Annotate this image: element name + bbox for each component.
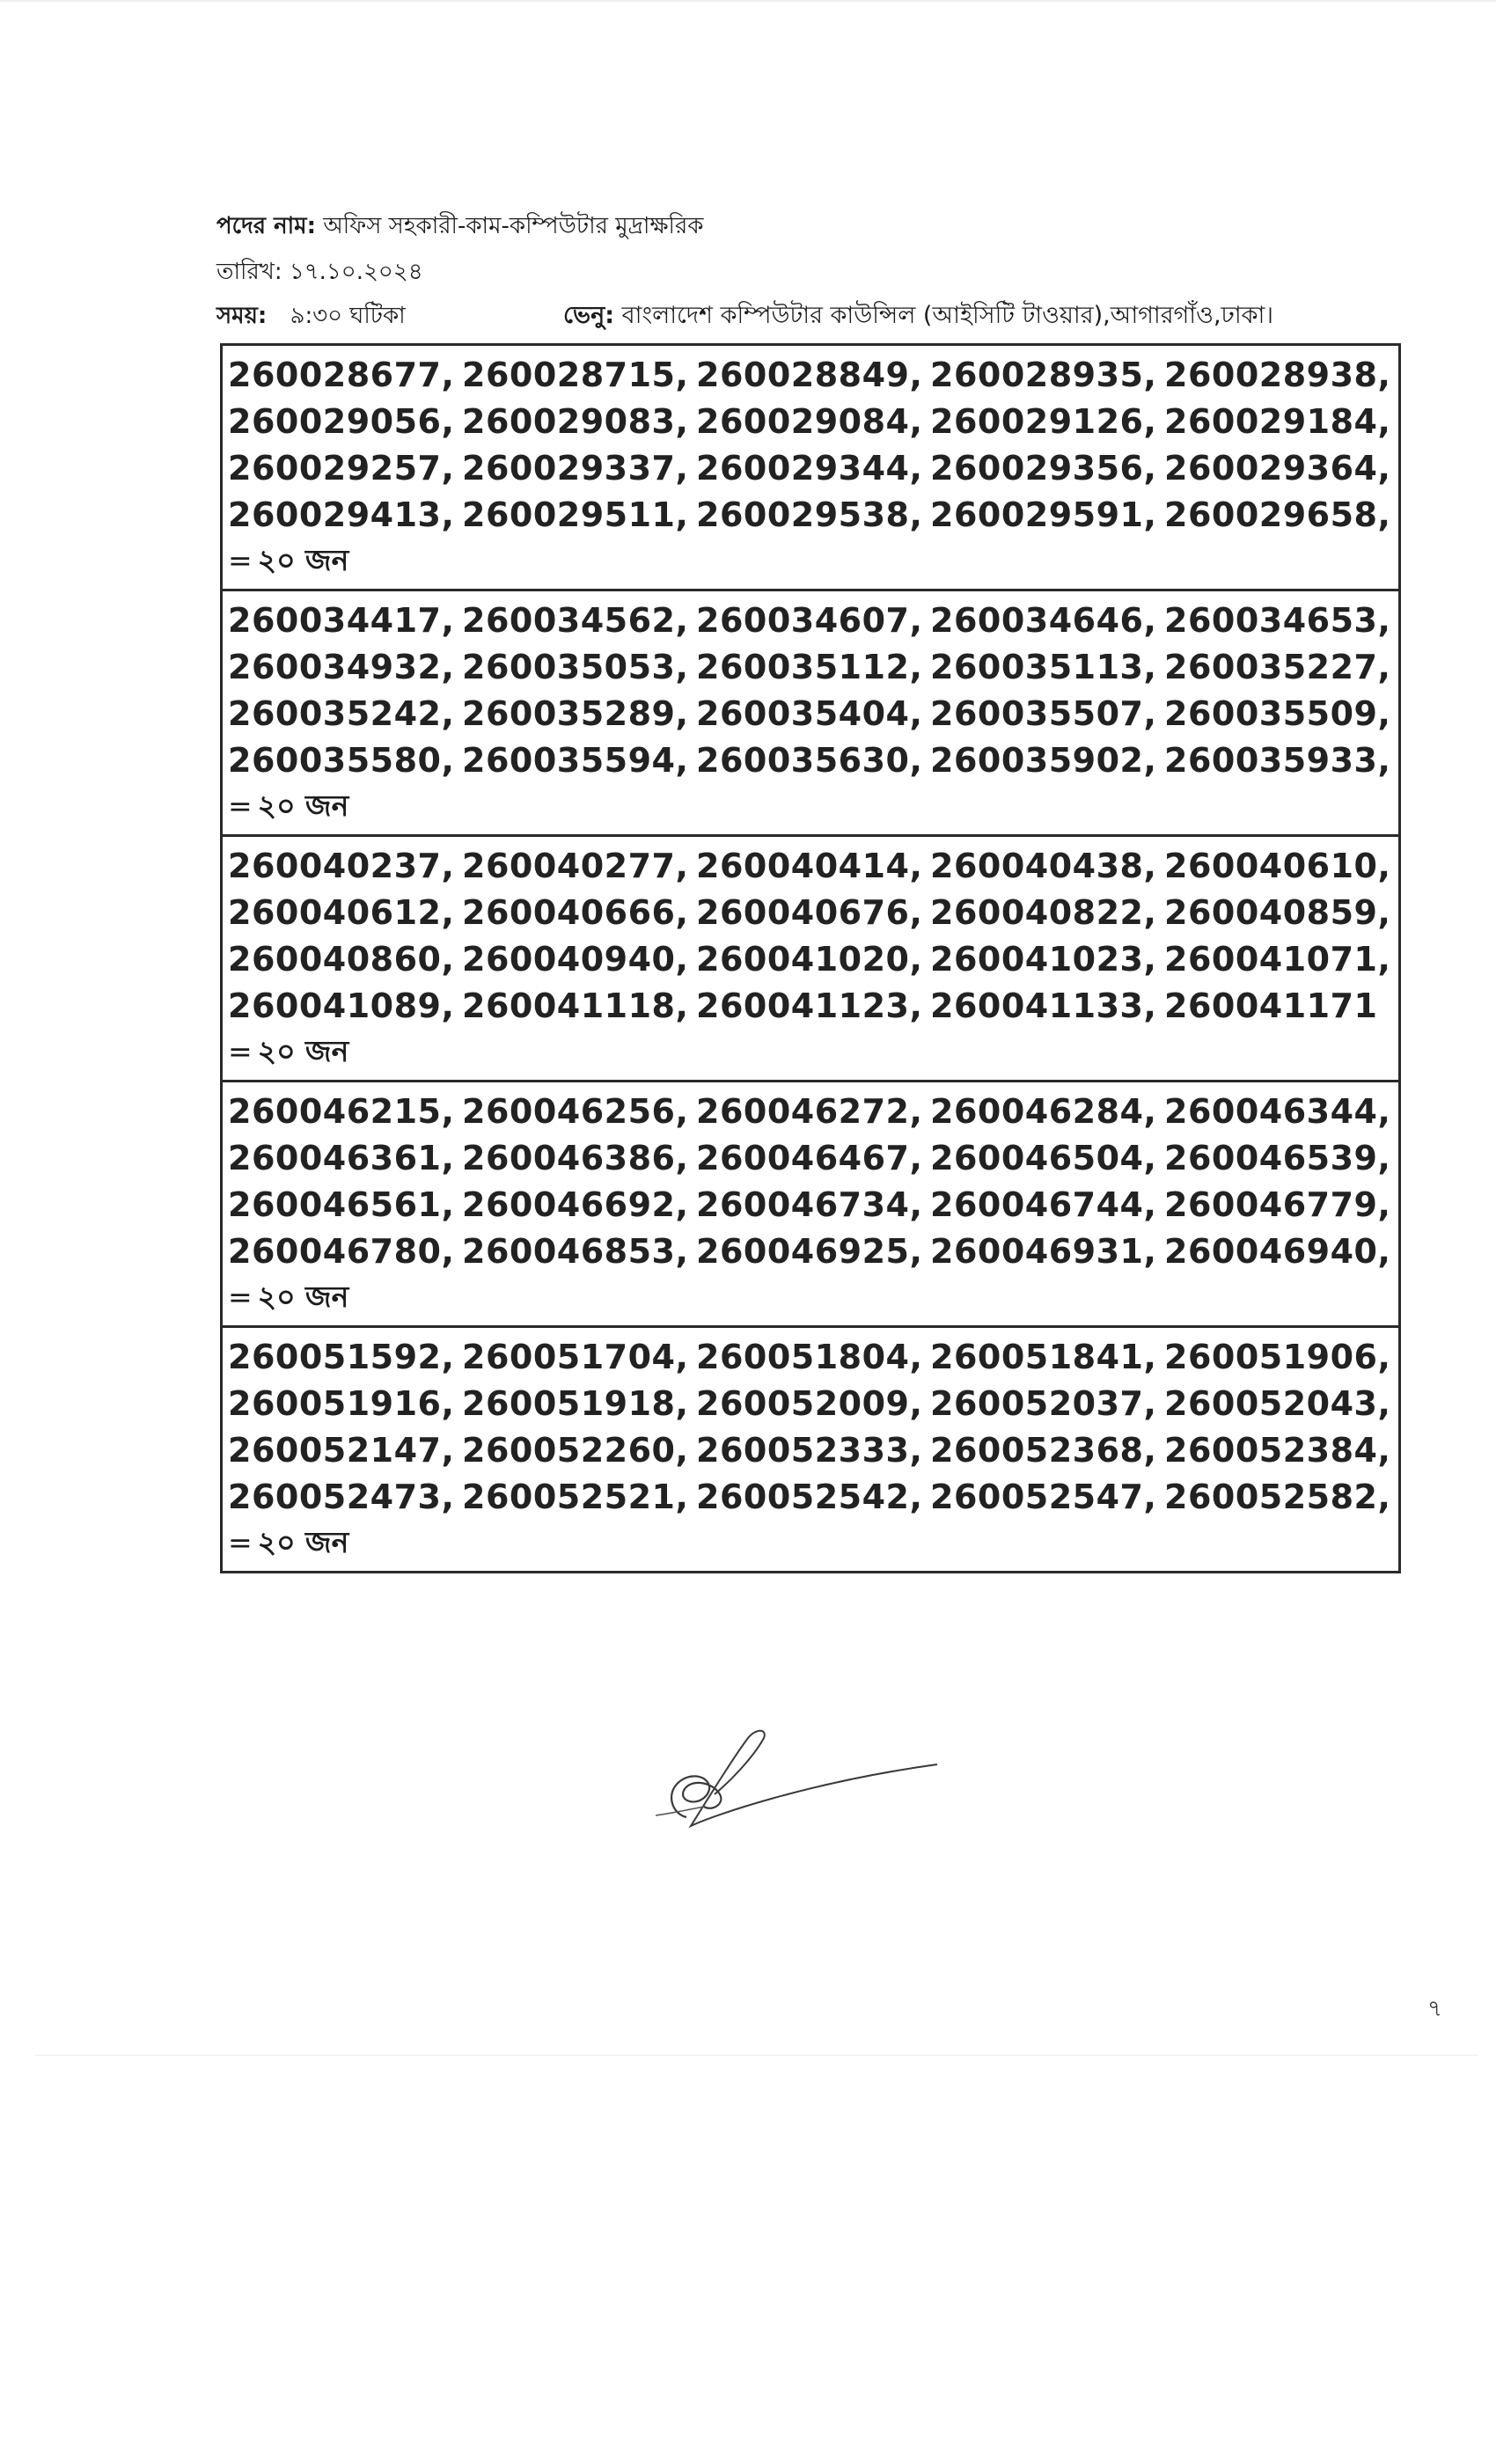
roll-number: 260028677, [228,355,455,394]
roll-number: 260046272, [696,1091,923,1131]
roll-number: 260028938, [1164,355,1391,394]
roll-number: 260035509, [1164,693,1391,733]
group-count [228,538,1398,583]
roll-number: 260046853, [462,1231,689,1271]
roll-number-row [228,690,1398,737]
group-count-value: ২০ জন [257,1034,349,1068]
roll-number: 260035289, [462,693,689,733]
exam-date-value: ১৭.১০.২০২৪ [289,259,423,285]
roll-number: 260034607, [696,600,923,640]
group-count-value: ২০ জন [257,788,349,823]
roll-number: 260029658, [1164,495,1391,534]
roll-number-row [228,1473,1398,1520]
roll-number: 260029257, [228,448,455,488]
roll-number: 260046284, [930,1091,1157,1131]
roll-number-row [228,643,1398,690]
roll-number-row [228,1380,1398,1426]
roll-number-row [228,351,1398,398]
roll-number: 260034646, [930,600,1157,640]
exam-time-value: ৯:৩০ ঘটিকা [290,303,406,329]
roll-number: 260040610, [1164,846,1391,885]
roll-number: 260041023, [930,939,1157,979]
roll-number: 260051906, [1164,1337,1391,1376]
roll-number: 260035902, [930,740,1157,780]
roll-number: 260052037, [930,1383,1157,1423]
roll-number: 260029356, [930,448,1157,488]
roll-group [223,837,1398,1080]
roll-number: 260046692, [462,1184,689,1224]
roll-group-cell [222,345,1400,590]
roll-group-row [222,1327,1400,1573]
roll-number: 260051704, [462,1337,689,1376]
page-fold-line [35,2055,1478,2056]
roll-number-table-body [222,345,1400,1573]
roll-number: 260028849, [696,355,923,394]
roll-number: 260052473, [228,1477,455,1516]
roll-number: 260052542, [696,1477,923,1516]
roll-group [223,1082,1398,1325]
page-number: ৭ [1427,1996,1442,2022]
roll-number: 260052547, [930,1477,1157,1516]
roll-number: 260035507, [930,693,1157,733]
roll-number: 260035580, [228,740,455,780]
roll-number: 260035594, [462,740,689,780]
roll-group-cell [222,1082,1400,1327]
roll-number: 260040676, [696,892,923,932]
roll-number: 260051804, [696,1337,923,1376]
roll-number: 260034562, [462,600,689,640]
roll-group-row [222,590,1400,836]
roll-number: 260040612, [228,892,455,932]
roll-number: 260051918, [462,1383,689,1423]
roll-number: 260046467, [696,1138,923,1177]
roll-number: 260029056, [228,401,455,441]
signature-icon [651,1703,950,1844]
roll-number: 260040859, [1164,892,1391,932]
roll-number: 260041071, [1164,939,1391,979]
group-count-equals: = [228,788,253,823]
roll-number-row [228,1426,1398,1473]
roll-number-row [228,491,1398,538]
roll-number: 260028935, [930,355,1157,394]
roll-number: 260035113, [930,647,1157,686]
roll-group-cell [222,1327,1400,1573]
roll-number: 260051916, [228,1383,455,1423]
roll-number: 260029364, [1164,448,1391,488]
exam-venue-value: বাংলাদেশ কম্পিউটার কাউন্সিল (আইসিটি টাওয়ার),আগারগাঁও,ঢাকা। [621,302,1274,329]
group-count-equals: = [228,1525,253,1559]
roll-number: 260035242, [228,693,455,733]
roll-number: 260035227, [1164,647,1391,686]
roll-number: 260029344, [696,448,923,488]
post-name-value: অফিস সহকারী-কাম-কম্পিউটার মুদ্রাক্ষরিক [323,213,704,239]
page-top-edge [0,0,1496,2]
roll-number: 260029084, [696,401,923,441]
roll-number: 260040414, [696,846,923,885]
roll-number: 260034932, [228,647,455,686]
roll-number: 260052009, [696,1383,923,1423]
roll-number: 260034417, [228,600,455,640]
post-name-label: পদের নাম: [216,213,317,239]
group-count [228,1029,1398,1074]
roll-number: 260029511, [462,495,689,534]
roll-number: 260040822, [930,892,1157,932]
roll-number: 260029591, [930,495,1157,534]
roll-number: 260029413, [228,495,455,534]
roll-number: 260046344, [1164,1091,1391,1131]
roll-group [223,591,1398,834]
roll-number-row [228,1228,1398,1274]
post-name-line [216,208,703,246]
roll-number: 260041171 [1164,986,1378,1025]
roll-number: 260041133, [930,986,1157,1025]
roll-number: 260046539, [1164,1138,1391,1177]
roll-number: 260046744, [930,1184,1157,1224]
roll-number: 260029126, [930,401,1157,441]
roll-number: 260046931, [930,1231,1157,1271]
roll-number: 260052333, [696,1430,923,1470]
roll-number-row [228,1333,1398,1380]
exam-venue-line [563,297,1273,337]
group-count-equals: = [228,543,253,577]
group-count-value: ২০ জন [257,1280,349,1314]
roll-number-row [228,597,1398,643]
roll-number: 260035112, [696,647,923,686]
group-count-value: ২০ জন [257,543,349,577]
roll-number: 260041118, [462,986,689,1025]
roll-group [223,346,1398,589]
exam-venue-label: ভেনু: [563,302,614,329]
roll-number: 260046779, [1164,1184,1391,1224]
roll-number: 260041020, [696,939,923,979]
roll-number: 260029083, [462,401,689,441]
roll-number: 260052043, [1164,1383,1391,1423]
roll-number-row [228,935,1398,982]
roll-number: 260052260, [462,1430,689,1470]
roll-number: 260052384, [1164,1430,1391,1470]
roll-number: 260041123, [696,986,923,1025]
roll-number: 260046780, [228,1231,455,1271]
roll-number: 260035630, [696,740,923,780]
group-count-value: ২০ জন [257,1525,349,1559]
exam-time-line [216,297,406,336]
roll-number: 260028715, [462,355,689,394]
roll-group-row [222,1082,1400,1327]
roll-number: 260029184, [1164,401,1391,441]
roll-number-row [228,1134,1398,1181]
roll-number: 260046256, [462,1091,689,1131]
roll-number: 260040666, [462,892,689,932]
roll-group-row [222,836,1400,1082]
roll-number-row [228,737,1398,783]
roll-number: 260046504, [930,1138,1157,1177]
roll-number: 260041089, [228,986,455,1025]
roll-number: 260051841, [930,1337,1157,1376]
roll-number-row [228,1088,1398,1134]
roll-number: 260040438, [930,846,1157,885]
roll-number: 260046734, [696,1184,923,1224]
group-count-equals: = [228,1280,253,1314]
roll-number: 260040940, [462,939,689,979]
roll-number-row [228,889,1398,935]
roll-number: 260040237, [228,846,455,885]
group-count-equals: = [228,1034,253,1068]
roll-group-row [222,345,1400,590]
roll-number: 260052147, [228,1430,455,1470]
exam-date-label: তারিখ: [216,259,282,285]
roll-number: 260046386, [462,1138,689,1177]
roll-number-row [228,444,1398,491]
roll-number: 260046215, [228,1091,455,1131]
group-count [228,1520,1398,1566]
group-count [228,783,1398,829]
roll-number: 260052368, [930,1430,1157,1470]
roll-number: 260029538, [696,495,923,534]
exam-date-line [216,253,423,292]
roll-number-row [228,842,1398,889]
exam-time-label: সময়: [216,303,268,329]
roll-number: 260046561, [228,1184,455,1224]
group-count [228,1274,1398,1320]
roll-group-cell [222,836,1400,1082]
roll-number: 260052521, [462,1477,689,1516]
roll-number-row [228,398,1398,444]
roll-number: 260034653, [1164,600,1391,640]
roll-number: 260035404, [696,693,923,733]
roll-number: 260040860, [228,939,455,979]
roll-number: 260052582, [1164,1477,1391,1516]
roll-number: 260046361, [228,1138,455,1177]
roll-number: 260035933, [1164,740,1391,780]
roll-number: 260046940, [1164,1231,1391,1271]
roll-group-cell [222,590,1400,836]
roll-number: 260051592, [228,1337,455,1376]
roll-number: 260046925, [696,1231,923,1271]
roll-number: 260040277, [462,846,689,885]
roll-number-row [228,982,1398,1029]
roll-number: 260035053, [462,647,689,686]
roll-number-table [220,343,1401,1573]
roll-group [223,1328,1398,1571]
roll-number-row [228,1181,1398,1228]
roll-number: 260029337, [462,448,689,488]
